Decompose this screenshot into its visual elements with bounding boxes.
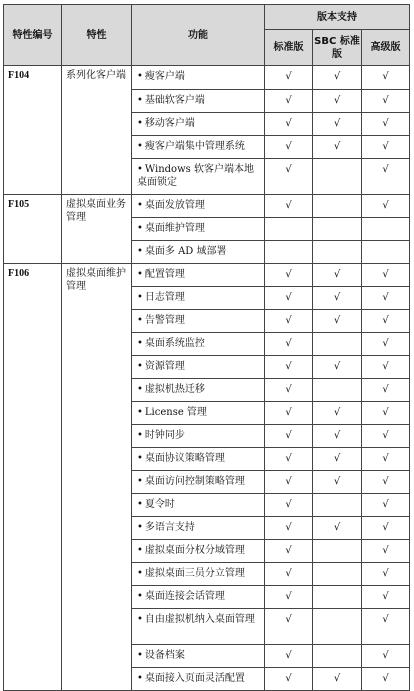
checkmark-icon: √ bbox=[333, 361, 341, 372]
support-cell-sbc bbox=[313, 136, 362, 159]
function-cell bbox=[132, 136, 265, 159]
support-cell-sbc bbox=[313, 287, 362, 310]
function-cell bbox=[132, 471, 265, 494]
checkmark-icon: √ bbox=[285, 614, 292, 625]
checkmark-icon: √ bbox=[333, 71, 341, 82]
function-label: 告警管理 bbox=[144, 315, 185, 326]
bullet-icon: • bbox=[137, 164, 143, 175]
function-label: 多语言支持 bbox=[144, 522, 195, 533]
checkmark-icon: √ bbox=[333, 453, 341, 464]
checkmark-icon: √ bbox=[333, 269, 341, 280]
support-cell-adv bbox=[362, 356, 410, 379]
support-cell-sbc bbox=[313, 517, 362, 540]
function-cell bbox=[132, 333, 265, 356]
support-cell-sbc bbox=[313, 471, 362, 494]
bullet-icon: • bbox=[137, 269, 143, 280]
support-cell-adv bbox=[362, 586, 410, 609]
support-cell-std bbox=[265, 356, 313, 379]
checkmark-icon: √ bbox=[382, 407, 389, 418]
support-cell-adv bbox=[362, 113, 410, 136]
function-cell bbox=[132, 113, 265, 136]
checkmark-icon: √ bbox=[382, 499, 389, 510]
checkmark-icon: √ bbox=[382, 568, 389, 579]
support-cell-sbc bbox=[313, 264, 362, 287]
support-cell-std bbox=[265, 287, 313, 310]
support-cell-adv bbox=[362, 448, 410, 471]
support-cell-adv bbox=[362, 402, 410, 425]
checkmark-icon: √ bbox=[285, 315, 292, 326]
bullet-icon: • bbox=[137, 223, 143, 234]
bullet-icon: • bbox=[137, 568, 143, 579]
function-label: 夏令时 bbox=[144, 499, 175, 510]
function-label: License 管理 bbox=[144, 407, 207, 418]
support-cell-adv bbox=[362, 195, 410, 218]
feature-id: F106 bbox=[4, 264, 62, 691]
support-cell-std bbox=[265, 90, 313, 113]
function-label: 移动客户端 bbox=[144, 118, 195, 129]
support-cell-std bbox=[265, 66, 313, 90]
header-standard: 标准版 bbox=[265, 30, 313, 66]
support-cell-std bbox=[265, 448, 313, 471]
support-cell-adv bbox=[362, 90, 410, 113]
function-label: 桌面协议策略管理 bbox=[144, 453, 225, 464]
function-label: 桌面维护管理 bbox=[144, 223, 205, 234]
support-cell-adv bbox=[362, 494, 410, 517]
feature-id: F105 bbox=[4, 195, 62, 264]
checkmark-icon: √ bbox=[285, 476, 292, 487]
function-cell bbox=[132, 668, 265, 691]
checkmark-icon: √ bbox=[285, 338, 292, 349]
function-cell bbox=[132, 540, 265, 563]
support-cell-std bbox=[265, 471, 313, 494]
support-cell-std bbox=[265, 264, 313, 287]
table-row bbox=[4, 264, 410, 287]
function-cell bbox=[132, 264, 265, 287]
support-cell-std bbox=[265, 540, 313, 563]
checkmark-icon: √ bbox=[285, 407, 292, 418]
function-label: 基础软客户端 bbox=[144, 95, 205, 106]
checkmark-icon: √ bbox=[333, 407, 341, 418]
support-cell-std bbox=[265, 563, 313, 586]
function-cell bbox=[132, 609, 265, 645]
support-cell-std bbox=[265, 195, 313, 218]
checkmark-icon: √ bbox=[285, 200, 292, 211]
support-cell-adv bbox=[362, 66, 410, 90]
function-label: 自由虚拟机纳入桌面管理 bbox=[144, 614, 255, 625]
support-cell-sbc bbox=[313, 90, 362, 113]
bullet-icon: • bbox=[137, 292, 143, 303]
checkmark-icon: √ bbox=[382, 200, 389, 211]
checkmark-icon: √ bbox=[285, 453, 292, 464]
header-feature-id: 特性编号 bbox=[4, 5, 62, 66]
support-cell-adv bbox=[362, 264, 410, 287]
checkmark-icon: √ bbox=[333, 141, 341, 152]
header-function: 功能 bbox=[132, 5, 265, 66]
support-cell-std bbox=[265, 645, 313, 668]
checkmark-icon: √ bbox=[333, 118, 341, 129]
checkmark-icon: √ bbox=[285, 673, 292, 684]
function-label: 桌面访问控制策略管理 bbox=[144, 476, 245, 487]
function-label: 时钟同步 bbox=[144, 430, 185, 441]
header-feature: 特性 bbox=[62, 5, 132, 66]
support-cell-sbc bbox=[313, 425, 362, 448]
bullet-icon: • bbox=[137, 476, 143, 487]
support-cell-sbc bbox=[313, 356, 362, 379]
support-cell-std bbox=[265, 402, 313, 425]
bullet-icon: • bbox=[137, 499, 143, 510]
support-cell-std bbox=[265, 241, 313, 264]
bullet-icon: • bbox=[137, 545, 143, 556]
bullet-icon: • bbox=[137, 384, 143, 395]
checkmark-icon: √ bbox=[382, 591, 389, 602]
bullet-icon: • bbox=[137, 614, 143, 625]
function-label: 瘦客户端集中管理系统 bbox=[144, 141, 245, 152]
support-cell-adv bbox=[362, 136, 410, 159]
function-cell bbox=[132, 310, 265, 333]
function-cell bbox=[132, 66, 265, 90]
support-cell-std bbox=[265, 586, 313, 609]
bullet-icon: • bbox=[137, 522, 143, 533]
checkmark-icon: √ bbox=[285, 118, 292, 129]
feature-name: 系列化客户端 bbox=[62, 66, 132, 195]
feature-id: F104 bbox=[4, 66, 62, 195]
function-label: 桌面系统监控 bbox=[144, 338, 205, 349]
function-label: 虚拟桌面三员分立管理 bbox=[144, 568, 245, 579]
function-cell bbox=[132, 563, 265, 586]
checkmark-icon: √ bbox=[285, 269, 292, 280]
checkmark-icon: √ bbox=[382, 522, 389, 533]
support-cell-std bbox=[265, 494, 313, 517]
header-advanced: 高级版 bbox=[362, 30, 410, 66]
support-cell-adv bbox=[362, 310, 410, 333]
checkmark-icon: √ bbox=[333, 292, 341, 303]
function-cell bbox=[132, 287, 265, 310]
function-cell bbox=[132, 517, 265, 540]
checkmark-icon: √ bbox=[382, 476, 389, 487]
checkmark-icon: √ bbox=[285, 430, 292, 441]
support-cell-adv bbox=[362, 471, 410, 494]
checkmark-icon: √ bbox=[285, 71, 292, 82]
checkmark-icon: √ bbox=[382, 650, 389, 661]
function-cell bbox=[132, 402, 265, 425]
function-cell bbox=[132, 241, 265, 264]
support-cell-std bbox=[265, 668, 313, 691]
support-cell-sbc bbox=[313, 66, 362, 90]
support-cell-std bbox=[265, 425, 313, 448]
support-cell-sbc bbox=[313, 195, 362, 218]
bullet-icon: • bbox=[137, 361, 143, 372]
bullet-icon: • bbox=[137, 246, 143, 257]
function-cell bbox=[132, 195, 265, 218]
function-cell bbox=[132, 379, 265, 402]
bullet-icon: • bbox=[137, 200, 143, 211]
checkmark-icon: √ bbox=[382, 361, 389, 372]
checkmark-icon: √ bbox=[285, 141, 292, 152]
support-cell-sbc bbox=[313, 645, 362, 668]
support-cell-sbc bbox=[313, 609, 362, 645]
function-cell bbox=[132, 425, 265, 448]
bullet-icon: • bbox=[137, 453, 143, 464]
support-cell-sbc bbox=[313, 402, 362, 425]
table-body bbox=[4, 66, 410, 691]
checkmark-icon: √ bbox=[333, 95, 341, 106]
checkmark-icon: √ bbox=[382, 430, 389, 441]
bullet-icon: • bbox=[137, 591, 143, 602]
checkmark-icon: √ bbox=[382, 673, 389, 684]
function-label: Windows 软客户端本地桌面锁定 bbox=[137, 164, 254, 188]
function-label: 虚拟机热迁移 bbox=[144, 384, 205, 395]
header-version-support: 版本支持 bbox=[265, 5, 410, 30]
function-cell bbox=[132, 645, 265, 668]
checkmark-icon: √ bbox=[382, 545, 389, 556]
support-cell-std bbox=[265, 136, 313, 159]
checkmark-icon: √ bbox=[382, 453, 389, 464]
support-cell-sbc bbox=[313, 448, 362, 471]
function-cell bbox=[132, 356, 265, 379]
bullet-icon: • bbox=[137, 71, 143, 82]
checkmark-icon: √ bbox=[382, 141, 389, 152]
checkmark-icon: √ bbox=[382, 384, 389, 395]
checkmark-icon: √ bbox=[285, 384, 292, 395]
bullet-icon: • bbox=[137, 141, 143, 152]
feature-name: 虚拟桌面业务管理 bbox=[62, 195, 132, 264]
support-cell-adv bbox=[362, 563, 410, 586]
checkmark-icon: √ bbox=[285, 522, 292, 533]
function-label: 瘦客户端 bbox=[144, 71, 185, 82]
checkmark-icon: √ bbox=[382, 614, 389, 625]
support-cell-adv bbox=[362, 645, 410, 668]
support-cell-sbc bbox=[313, 159, 362, 195]
checkmark-icon: √ bbox=[285, 95, 292, 106]
checkmark-icon: √ bbox=[333, 476, 341, 487]
function-label: 虚拟桌面分权分域管理 bbox=[144, 545, 245, 556]
checkmark-icon: √ bbox=[382, 269, 389, 280]
support-cell-sbc bbox=[313, 310, 362, 333]
checkmark-icon: √ bbox=[333, 430, 341, 441]
function-label: 设备档案 bbox=[144, 650, 185, 661]
function-cell bbox=[132, 586, 265, 609]
support-cell-sbc bbox=[313, 586, 362, 609]
bullet-icon: • bbox=[137, 338, 143, 349]
function-label: 桌面接入页面灵活配置 bbox=[144, 673, 245, 684]
function-cell bbox=[132, 90, 265, 113]
checkmark-icon: √ bbox=[285, 650, 292, 661]
support-cell-std bbox=[265, 310, 313, 333]
checkmark-icon: √ bbox=[285, 164, 292, 175]
checkmark-icon: √ bbox=[285, 568, 292, 579]
support-cell-adv bbox=[362, 287, 410, 310]
function-cell bbox=[132, 494, 265, 517]
support-cell-std bbox=[265, 517, 313, 540]
support-cell-adv bbox=[362, 668, 410, 691]
checkmark-icon: √ bbox=[382, 292, 389, 303]
bullet-icon: • bbox=[137, 315, 143, 326]
support-cell-sbc bbox=[313, 333, 362, 356]
support-cell-std bbox=[265, 333, 313, 356]
checkmark-icon: √ bbox=[382, 315, 389, 326]
feature-support-table bbox=[3, 4, 410, 691]
support-cell-std bbox=[265, 609, 313, 645]
bullet-icon: • bbox=[137, 95, 143, 106]
function-cell bbox=[132, 159, 265, 195]
support-cell-sbc bbox=[313, 379, 362, 402]
support-cell-sbc bbox=[313, 113, 362, 136]
support-cell-adv bbox=[362, 609, 410, 645]
support-cell-adv bbox=[362, 517, 410, 540]
support-cell-sbc bbox=[313, 241, 362, 264]
checkmark-icon: √ bbox=[285, 292, 292, 303]
bullet-icon: • bbox=[137, 407, 143, 418]
checkmark-icon: √ bbox=[382, 71, 389, 82]
support-cell-sbc bbox=[313, 494, 362, 517]
function-label: 桌面连接会话管理 bbox=[144, 591, 225, 602]
function-cell bbox=[132, 448, 265, 471]
support-cell-sbc bbox=[313, 540, 362, 563]
support-cell-sbc bbox=[313, 218, 362, 241]
feature-name: 虚拟桌面维护管理 bbox=[62, 264, 132, 691]
header-sbc-standard: SBC 标准版 bbox=[313, 30, 362, 66]
checkmark-icon: √ bbox=[285, 591, 292, 602]
checkmark-icon: √ bbox=[382, 338, 389, 349]
checkmark-icon: √ bbox=[285, 361, 292, 372]
support-cell-adv bbox=[362, 159, 410, 195]
support-cell-adv bbox=[362, 379, 410, 402]
support-cell-adv bbox=[362, 218, 410, 241]
support-cell-adv bbox=[362, 241, 410, 264]
support-cell-adv bbox=[362, 333, 410, 356]
support-cell-adv bbox=[362, 425, 410, 448]
support-cell-std bbox=[265, 113, 313, 136]
support-cell-std bbox=[265, 379, 313, 402]
support-cell-std bbox=[265, 159, 313, 195]
support-cell-adv bbox=[362, 540, 410, 563]
support-cell-std bbox=[265, 218, 313, 241]
table-header bbox=[4, 5, 410, 66]
support-cell-sbc bbox=[313, 563, 362, 586]
bullet-icon: • bbox=[137, 673, 143, 684]
table-row bbox=[4, 195, 410, 218]
bullet-icon: • bbox=[137, 118, 143, 129]
checkmark-icon: √ bbox=[333, 673, 341, 684]
bullet-icon: • bbox=[137, 650, 143, 661]
checkmark-icon: √ bbox=[382, 95, 389, 106]
support-cell-sbc bbox=[313, 668, 362, 691]
checkmark-icon: √ bbox=[285, 545, 292, 556]
checkmark-icon: √ bbox=[382, 118, 389, 129]
function-label: 资源管理 bbox=[144, 361, 185, 372]
function-label: 日志管理 bbox=[144, 292, 185, 303]
checkmark-icon: √ bbox=[333, 522, 341, 533]
function-label: 配置管理 bbox=[144, 269, 185, 280]
checkmark-icon: √ bbox=[285, 499, 292, 510]
checkmark-icon: √ bbox=[333, 315, 341, 326]
bullet-icon: • bbox=[137, 430, 143, 441]
checkmark-icon: √ bbox=[382, 164, 389, 175]
function-cell bbox=[132, 218, 265, 241]
function-label: 桌面多 AD 域部署 bbox=[144, 246, 227, 257]
table-row bbox=[4, 66, 410, 90]
function-label: 桌面发放管理 bbox=[144, 200, 205, 211]
